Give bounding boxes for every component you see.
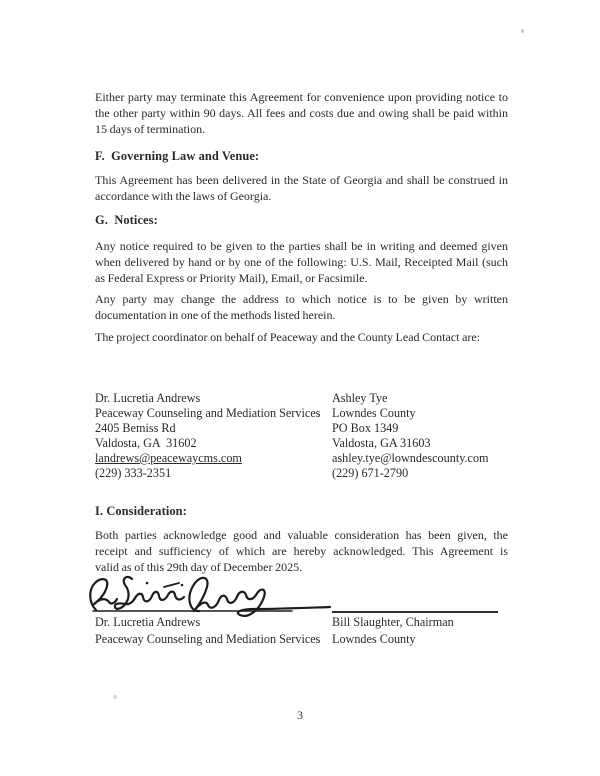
scan-speck xyxy=(113,695,117,699)
signatory-name: Dr. Lucretia Andrews xyxy=(95,615,201,629)
signature-line xyxy=(332,611,498,613)
section-f-paragraph xyxy=(95,172,508,204)
termination-paragraph xyxy=(95,89,508,137)
text-line: Either party may terminate this Agreement for convenience upon providing notice to xyxy=(95,90,508,104)
text-line: receipt and sufficiency of which are hereby acknowledged. This Agreement is xyxy=(95,544,508,558)
text-line: This Agreement has been delivered in the State of Georgia and shall be construed in xyxy=(95,173,508,187)
text-line: Any party may change the address to which notice is to be given by written xyxy=(95,292,508,306)
section-i-heading: I. Consideration: xyxy=(95,504,187,518)
consideration-paragraph xyxy=(95,527,508,575)
contact-email: landrews@peacewaycms.com xyxy=(95,451,242,465)
contact-email: ashley.tye@lowndescounty.com xyxy=(332,451,489,465)
contact-city: Valdosta, GA 31602 xyxy=(95,436,197,450)
section-g-heading: G. Notices: xyxy=(95,213,158,227)
text-line: the other party within 90 days. All fees and costs due and owing shall be paid within xyxy=(95,106,508,120)
contact-name: Dr. Lucretia Andrews xyxy=(95,391,201,405)
text-line: Both parties acknowledge good and valuable consideration has been given, the xyxy=(95,528,508,542)
page-number: 3 xyxy=(297,708,303,722)
contact-block-peaceway xyxy=(95,391,340,481)
text-line: accordance with the laws of Georgia. xyxy=(95,189,272,203)
signatory-org: Lowndes County xyxy=(332,631,416,646)
contact-org: Lowndes County xyxy=(332,406,416,420)
contact-address: PO Box 1349 xyxy=(332,421,399,435)
signatory-block-peaceway xyxy=(95,614,340,647)
text-line: documentation in one of the methods listed herein. xyxy=(95,308,336,322)
contact-phone: (229) 671-2790 xyxy=(332,466,409,480)
notices-paragraph xyxy=(95,238,508,286)
address-change-paragraph xyxy=(95,291,508,323)
signatory-name: Bill Slaughter, Chairman xyxy=(332,615,454,629)
contact-name: Ashley Tye xyxy=(332,391,388,405)
contact-block-county xyxy=(332,391,522,481)
text-line: when delivered by hand or by one of the following: U.S. Mail, Receipted Mail (such xyxy=(95,255,508,269)
text-line: valid as of this 29th day of December 2025. xyxy=(95,560,303,574)
text-line: 15 days of termination. xyxy=(95,122,206,136)
section-f-heading: F. Governing Law and Venue: xyxy=(95,149,260,163)
signatory-block-county xyxy=(332,614,522,647)
text-line: The project coordinator on behalf of Peaceway and the County Lead Contact are: xyxy=(95,330,481,344)
coordinator-paragraph xyxy=(95,329,508,345)
contact-address: 2405 Bemiss Rd xyxy=(95,421,176,435)
contact-phone: (229) 333-2351 xyxy=(95,466,172,480)
contact-city: Valdosta, GA 31603 xyxy=(332,436,431,450)
contact-org: Peaceway Counseling and Mediation Services xyxy=(95,406,321,420)
text-line: Any notice required to be given to the parties shall be in writing and deemed given xyxy=(95,239,508,253)
scan-speck xyxy=(521,29,524,33)
text-line: as Federal Express or Priority Mail), Email, or Facsimile. xyxy=(95,271,368,285)
signatory-org: Peaceway Counseling and Mediation Services xyxy=(95,631,321,646)
